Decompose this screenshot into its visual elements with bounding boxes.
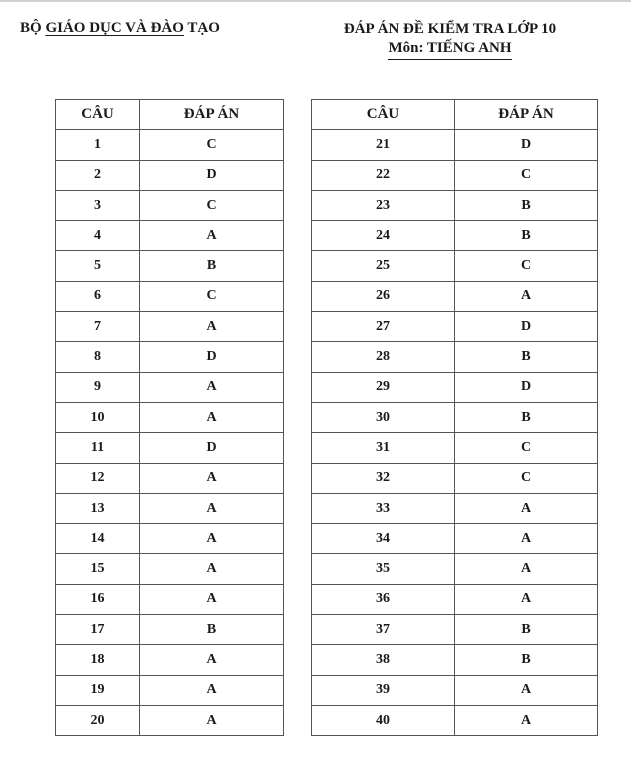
table-row — [312, 221, 598, 251]
question-number: 37 — [312, 615, 455, 645]
table-row — [56, 493, 284, 523]
answer-letter: A — [455, 584, 598, 614]
answer-letter: B — [455, 645, 598, 675]
table-row — [312, 190, 598, 220]
question-number: 15 — [56, 554, 140, 584]
question-number: 21 — [312, 130, 455, 160]
answer-letter: B — [455, 221, 598, 251]
table-row — [312, 554, 598, 584]
table-row — [312, 584, 598, 614]
question-number: 13 — [56, 493, 140, 523]
answer-letter: D — [455, 372, 598, 402]
answer-letter: D — [140, 342, 284, 372]
answer-letter: D — [140, 433, 284, 463]
answer-letter: A — [140, 493, 284, 523]
question-number: 18 — [56, 645, 140, 675]
question-number: 23 — [312, 190, 455, 220]
table-row — [56, 251, 284, 281]
table-row — [56, 433, 284, 463]
answer-letter: B — [455, 342, 598, 372]
answer-letter: A — [455, 705, 598, 735]
question-number: 9 — [56, 372, 140, 402]
answer-letter: B — [140, 251, 284, 281]
table-row — [312, 130, 598, 160]
question-number: 6 — [56, 281, 140, 311]
question-number: 12 — [56, 463, 140, 493]
question-number: 32 — [312, 463, 455, 493]
table-row — [56, 675, 284, 705]
answer-letter: C — [140, 190, 284, 220]
question-number: 19 — [56, 675, 140, 705]
question-number: 8 — [56, 342, 140, 372]
table-row — [312, 251, 598, 281]
question-number: 7 — [56, 312, 140, 342]
table-row — [56, 615, 284, 645]
question-number: 20 — [56, 705, 140, 735]
answer-letter: A — [455, 524, 598, 554]
table-row — [312, 402, 598, 432]
answer-letter: C — [455, 160, 598, 190]
question-number: 28 — [312, 342, 455, 372]
table-row — [56, 372, 284, 402]
table-row — [56, 524, 284, 554]
question-number: 31 — [312, 433, 455, 463]
question-number: 27 — [312, 312, 455, 342]
question-number: 35 — [312, 554, 455, 584]
question-number: 10 — [56, 402, 140, 432]
answer-letter: B — [455, 615, 598, 645]
table-row — [56, 705, 284, 735]
answer-letter: A — [140, 524, 284, 554]
table-row — [56, 463, 284, 493]
ministry-suffix: TẠO — [183, 20, 220, 36]
table-row — [312, 372, 598, 402]
answer-letter: D — [455, 312, 598, 342]
answer-letter: D — [455, 130, 598, 160]
table-row — [56, 584, 284, 614]
table-row — [312, 433, 598, 463]
table-header-row — [312, 100, 598, 130]
answer-letter: A — [140, 312, 284, 342]
answer-letter: A — [455, 675, 598, 705]
answer-letter: A — [140, 675, 284, 705]
table-row — [312, 342, 598, 372]
question-number: 2 — [56, 160, 140, 190]
question-number: 38 — [312, 645, 455, 675]
question-number: 33 — [312, 493, 455, 523]
answer-letter: C — [455, 463, 598, 493]
question-number: 5 — [56, 251, 140, 281]
ministry-underlined: GIÁO DỤC VÀ ĐÀO — [45, 20, 184, 36]
question-number: 16 — [56, 584, 140, 614]
answer-letter: A — [455, 554, 598, 584]
table-row — [56, 281, 284, 311]
answer-letter: A — [455, 281, 598, 311]
column-header-answer: ĐÁP ÁN — [140, 100, 284, 130]
table-row — [312, 524, 598, 554]
table-row — [312, 675, 598, 705]
answer-letter: C — [455, 433, 598, 463]
question-number: 3 — [56, 190, 140, 220]
question-number: 29 — [312, 372, 455, 402]
question-number: 30 — [312, 402, 455, 432]
table-row — [312, 645, 598, 675]
answer-letter: A — [140, 645, 284, 675]
answer-rows-left — [56, 130, 284, 736]
answer-table-left — [55, 99, 284, 736]
table-row — [56, 130, 284, 160]
question-number: 11 — [56, 433, 140, 463]
question-number: 26 — [312, 281, 455, 311]
table-row — [56, 402, 284, 432]
question-number: 17 — [56, 615, 140, 645]
question-number: 34 — [312, 524, 455, 554]
answer-letter: C — [140, 130, 284, 160]
answer-letter: A — [140, 705, 284, 735]
question-number: 24 — [312, 221, 455, 251]
answer-letter: C — [455, 251, 598, 281]
table-row — [312, 493, 598, 523]
table-row — [312, 463, 598, 493]
answer-letter: C — [140, 281, 284, 311]
answer-letter: A — [140, 372, 284, 402]
table-row — [312, 281, 598, 311]
question-number: 40 — [312, 705, 455, 735]
ministry-name — [20, 20, 220, 37]
table-row — [56, 645, 284, 675]
answer-letter: D — [140, 160, 284, 190]
answer-rows-right — [312, 130, 598, 736]
table-row — [56, 160, 284, 190]
subject-line: Môn: TIẾNG ANH — [388, 39, 511, 60]
answer-letter: B — [455, 402, 598, 432]
answer-letter: A — [140, 221, 284, 251]
table-row — [56, 221, 284, 251]
question-number: 4 — [56, 221, 140, 251]
answer-letter: A — [455, 493, 598, 523]
table-row — [56, 190, 284, 220]
table-row — [312, 705, 598, 735]
question-number: 25 — [312, 251, 455, 281]
top-scan-border — [0, 0, 631, 2]
table-row — [312, 615, 598, 645]
question-number: 36 — [312, 584, 455, 614]
table-row — [56, 312, 284, 342]
column-header-answer: ĐÁP ÁN — [455, 100, 598, 130]
answer-table-right — [311, 99, 598, 736]
ministry-prefix: BỘ — [20, 20, 46, 36]
answer-letter: A — [140, 402, 284, 432]
table-row — [312, 160, 598, 190]
document-title: ĐÁP ÁN ĐỀ KIỂM TRA LỚP 10 — [343, 21, 557, 37]
question-number: 22 — [312, 160, 455, 190]
column-header-question: CÂU — [312, 100, 455, 130]
answer-letter: B — [140, 615, 284, 645]
answer-letter: A — [140, 463, 284, 493]
table-row — [56, 342, 284, 372]
table-row — [56, 554, 284, 584]
answer-letter: B — [455, 190, 598, 220]
table-row — [312, 312, 598, 342]
column-header-question: CÂU — [56, 100, 140, 130]
question-number: 14 — [56, 524, 140, 554]
table-header-row — [56, 100, 284, 130]
answer-letter: A — [140, 554, 284, 584]
question-number: 39 — [312, 675, 455, 705]
question-number: 1 — [56, 130, 140, 160]
document-heading — [300, 20, 600, 60]
answer-letter: A — [140, 584, 284, 614]
